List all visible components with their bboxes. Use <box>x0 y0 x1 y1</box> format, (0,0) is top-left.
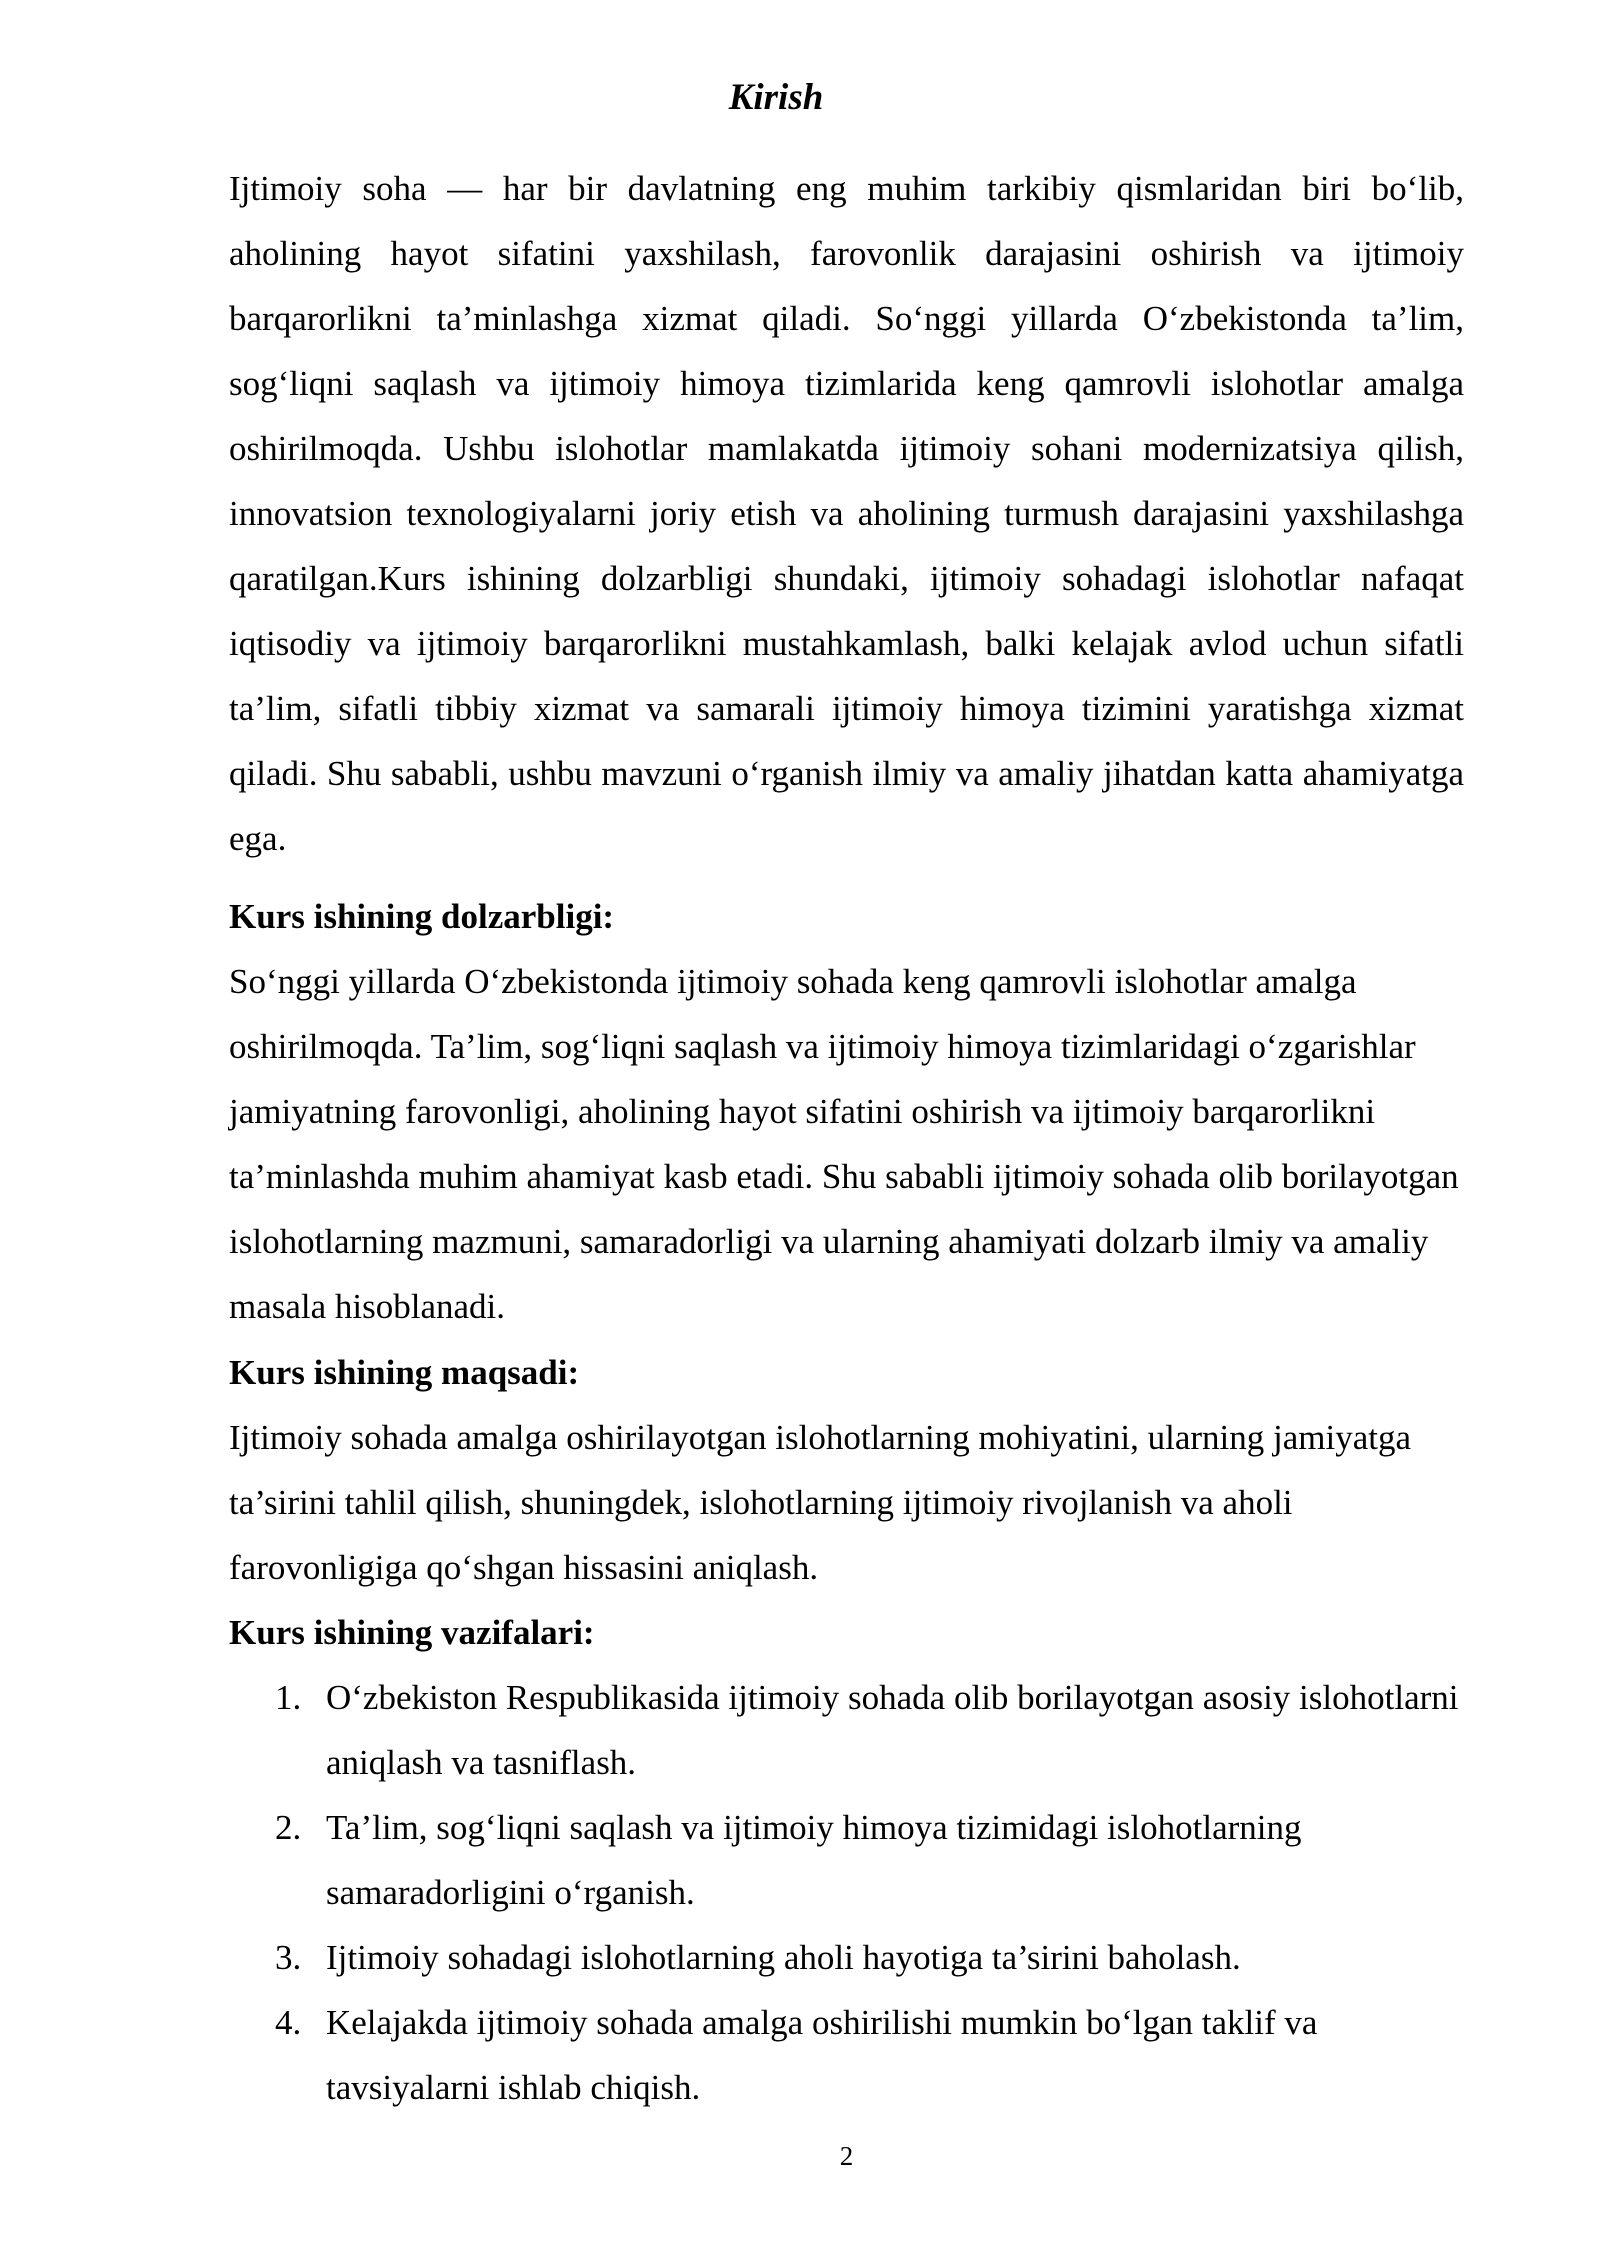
list-item-text: Ta’lim, sog‘liqni saqlash va ijtimoiy himoya tizimidagi islohotlarning samaradorligini o‘rganish. <box>326 1808 1302 1912</box>
page-title: Kirish <box>728 77 824 118</box>
list-item <box>229 1665 1464 1795</box>
list-item-text: O‘zbekiston Respublikasida ijtimoiy sohada olib borilayotgan asosiy islohotlarni aniqlash va tasniflash. <box>326 1678 1459 1782</box>
list-item-text: Kelajakda ijtimoiy sohada amalga oshirilishi mumkin bo‘lgan taklif va tavsiyalarni ishlab chiqish. <box>326 2003 1318 2107</box>
maqsad-paragraph: Ijtimoiy sohada amalga oshirilayotgan islohotlarning mohiyatini, ularning jamiyatga ta’sirini tahlil qilish, shuningdek, islohotlarning ijtimoiy rivojlanish va aholi farovonligiga qo‘shgan hissasini aniqlash. <box>229 1418 1411 1587</box>
list-item <box>229 1795 1464 1925</box>
list-item-number: 3. <box>275 1938 302 1977</box>
list-item-number: 4. <box>275 2003 302 2042</box>
list-item-number: 2. <box>275 1808 302 1847</box>
vazifalar-heading: Kurs ishining vazifalari: <box>229 1613 595 1652</box>
list-item <box>229 1990 1464 2120</box>
dolzarblik-heading: Kurs ishining dolzarbligi: <box>229 897 615 936</box>
intro-paragraph: Ijtimoiy soha — har bir davlatning eng muhim tarkibiy qismlaridan biri bo‘lib, aholining hayot sifatini yaxshilash, farovonlik darajasini oshirish va ijtimoiy barqarorlikni ta’minlashga xizmat qiladi. So‘nggi yillarda O‘zbekistonda ta’lim, sog‘liqni saqlash va ijtimoiy himoya tizimlarida keng qamrovli islohotlar amalga oshirilmoqda. Ushbu islohotlar mamlakatda ijtimoiy sohani modernizatsiya qilish, innovatsion texnologiyalarni joriy etish va aholining turmush darajasini yaxshilashga qaratilgan.Kurs ishining dolzarbligi shundaki, ijtimoiy sohadagi islohotlar nafaqat iqtisodiy va ijtimoiy barqarorlikni mustahkamlash, balki kelajak avlod uchun sifatli ta’lim, sifatli tibbiy xizmat va samarali ijtimoiy himoya tizimini yaratishga xizmat qiladi. Shu sababli, ushbu mavzuni o‘rganish ilmiy va amaliy jihatdan katta ahamiyatga ega. <box>229 169 1464 858</box>
list-item-text: Ijtimoiy sohadagi islohotlarning aholi hayotiga ta’sirini baholash. <box>326 1938 1241 1977</box>
vazifalar-list <box>229 1665 1464 2120</box>
dolzarblik-paragraph: So‘nggi yillarda O‘zbekistonda ijtimoiy sohada keng qamrovli islohotlar amalga oshirilmoqda. Ta’lim, sog‘liqni saqlash va ijtimoiy himoya tizimlaridagi o‘zgarishlar jamiyatning farovonligi, aholining hayot sifatini oshirish va ijtimoiy barqarorlikni ta’minlashda muhim ahamiyat kasb etadi. Shu sababli ijtimoiy sohada olib borilayotgan islohotlarning mazmuni, samaradorligi va ularning ahamiyati dolzarb ilmiy va amaliy masala hisoblanadi. <box>229 962 1459 1326</box>
maqsad-heading: Kurs ishining maqsadi: <box>229 1353 580 1392</box>
page-number: 2 <box>839 2141 854 2171</box>
list-item-number: 1. <box>275 1678 302 1717</box>
list-item <box>229 1925 1464 1990</box>
